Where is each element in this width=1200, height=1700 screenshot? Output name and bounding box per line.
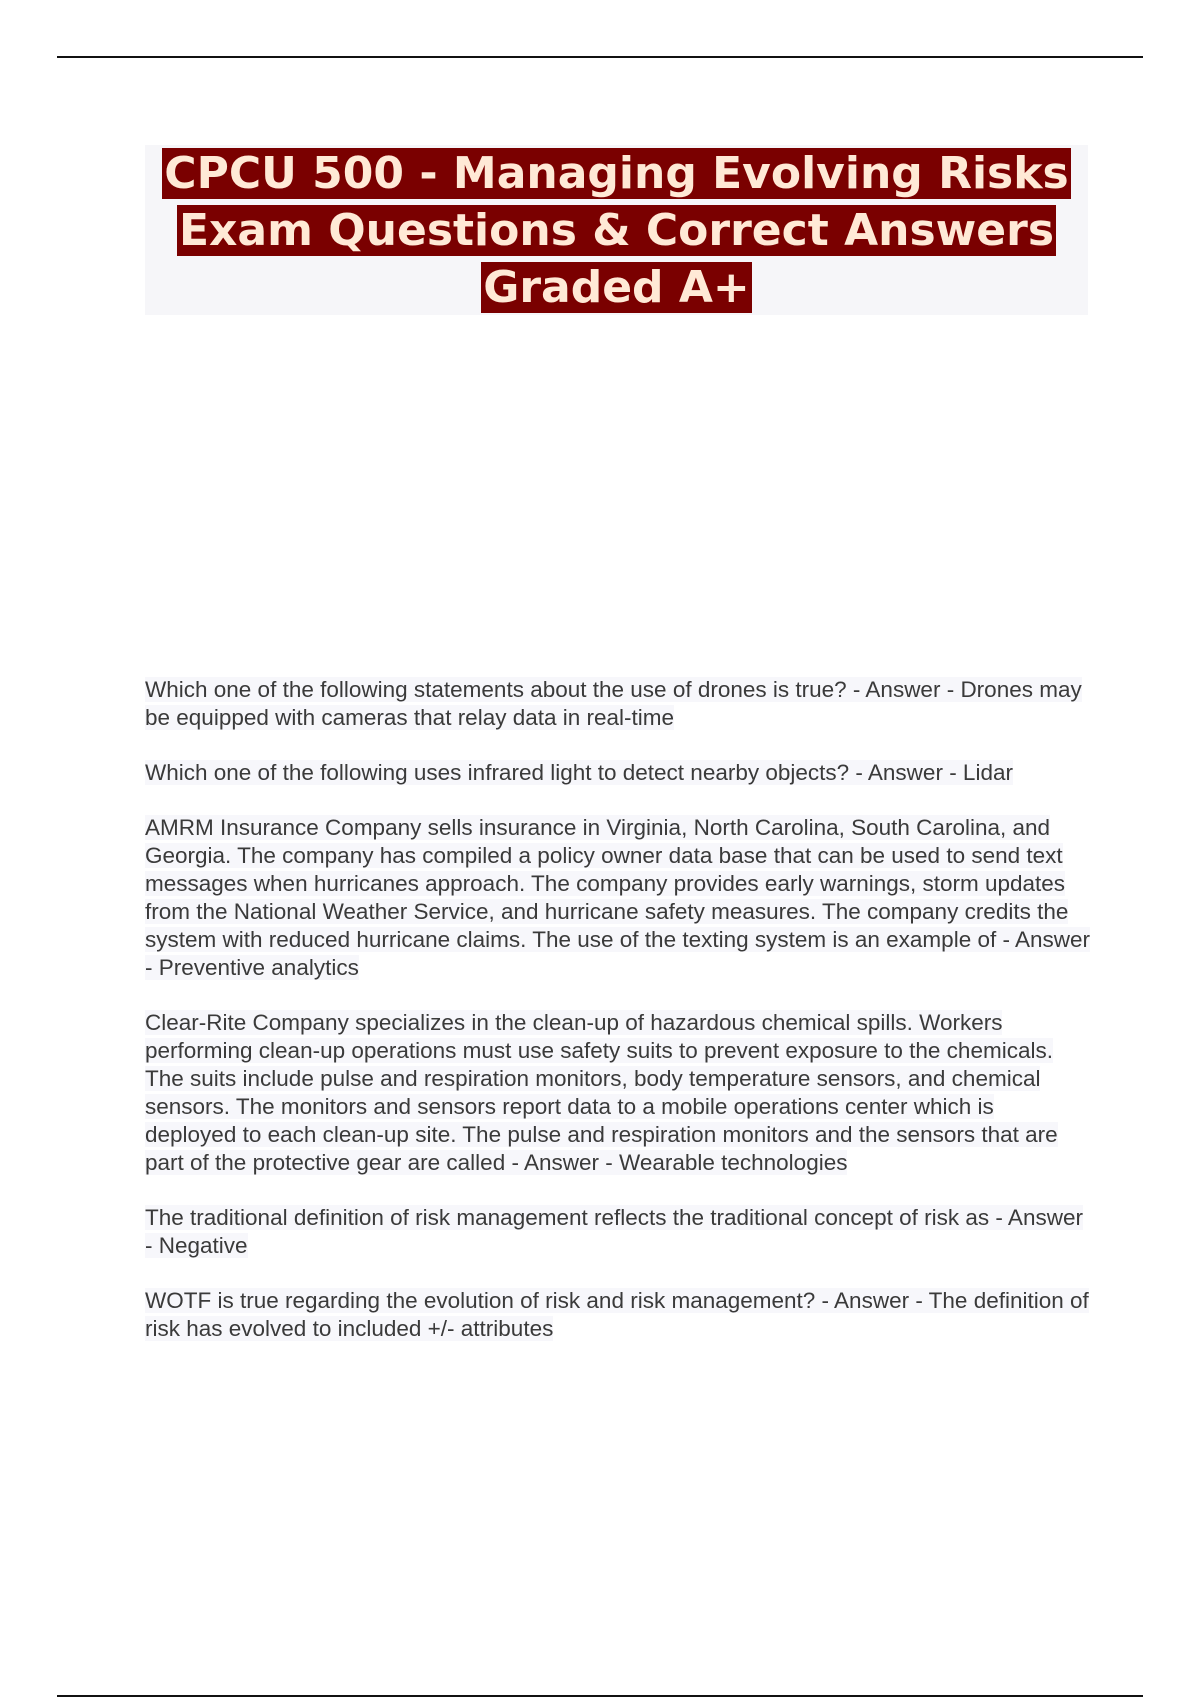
qa-text: AMRM Insurance Company sells insurance in Virginia, North Carolina, South Carolina, and Georgia. The company has compiled a policy owner data base that can be used to send text messages when hurricanes approach. The company provides early warnings, storm updates from the National Weather Service, and hurricane safety measures. The company credits the system with reduced hurricane claims. The use of the texting system is an example of - Answer - Preventive analytics	[145, 815, 1090, 980]
qa-text: WOTF is true regarding the evolution of risk and risk management? - Answer - The definition of risk has evolved to included +/- attributes	[145, 1288, 1089, 1341]
qa-item	[145, 1009, 1090, 1177]
qa-text: The traditional definition of risk management reflects the traditional concept of risk as - Answer - Negative	[145, 1205, 1083, 1258]
qa-list	[145, 676, 1090, 1370]
qa-text: Which one of the following statements about the use of drones is true? - Answer - Drones may be equipped with cameras that relay data in real-time	[145, 677, 1082, 730]
page-title-text: CPCU 500 - Managing Evolving Risks Exam Questions & Correct Answers Graded A+	[164, 147, 1069, 313]
top-divider	[57, 56, 1143, 58]
qa-text: Which one of the following uses infrared light to detect nearby objects? - Answer - Lidar	[145, 760, 1013, 785]
bottom-divider	[57, 1695, 1143, 1697]
qa-item	[145, 676, 1090, 732]
page-title	[145, 145, 1088, 316]
qa-item	[145, 759, 1090, 787]
qa-item	[145, 1204, 1090, 1260]
title-banner	[145, 145, 1088, 315]
qa-text: Clear-Rite Company specializes in the clean-up of hazardous chemical spills. Workers performing clean-up operations must use safety suits to prevent exposure to the chemicals. The suits include pulse and respiration monitors, body temperature sensors, and chemical sensors. The monitors and sensors report data to a mobile operations center which is deployed to each clean-up site. The pulse and respiration monitors and the sensors that are part of the protective gear are called - Answer - Wearable technologies	[145, 1010, 1058, 1175]
qa-item	[145, 814, 1090, 982]
qa-item	[145, 1287, 1090, 1343]
